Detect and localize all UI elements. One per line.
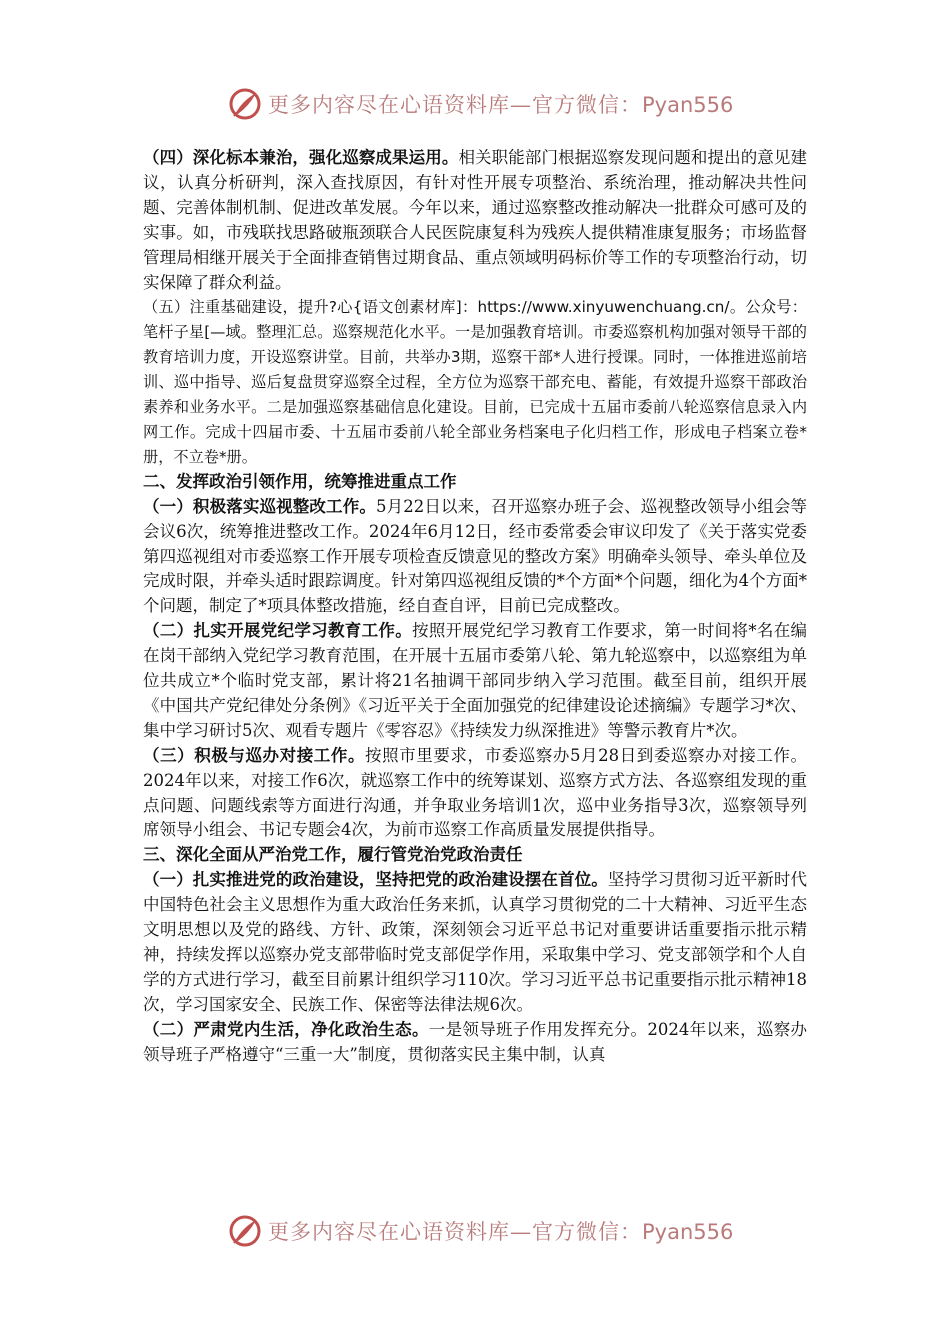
footer-watermark-banner (228, 1211, 734, 1251)
section-3-paragraph-1-title: （一）扎实推进党的政治建设，坚持把党的政治建设摆在首位。 (143, 870, 608, 890)
quill-logo-icon (228, 87, 262, 121)
section-2-paragraph-1-body: 5月22日以来，召开巡察办班子会、巡视整改领导小组会等会议6次，统筹推进整改工作。2024年6月12日，经市委常委会审议印发了《关于落实党委第四巡视组对市委巡察工作开展专项检查反馈意见的整改方案》明确牵头领导、牵头单位及完成时限，并牵头适时跟踪调度。针对第四巡视组反馈的*个方面*个问题，细化为4个方面*个问题，制定了*项具体整改措施，经自查自评，目前已完成整改。 (143, 496, 808, 616)
banner-text (268, 1216, 733, 1246)
header-watermark-banner (228, 84, 734, 124)
paragraph-4-body: 相关职能部门根据巡察发现问题和提出的意见建议，认真分析研判，深入查找原因，有针对性开展专项整治、系统治理，推动解决共性问题、完善体制机制、促进改革发展。今年以来，通过巡察整改推动解决一批群众可感可及的实事。如，市残联找思路破瓶颈联合人民医院康复科为残疾人提供精准康复服务；市场监督管理局相继开展关于全面排查销售过期食品、重点领域明码标价等工作的专项整治行动，切实保障了群众利益。 (143, 148, 808, 292)
section-3-paragraph-1 (143, 868, 807, 1017)
section-3-paragraph-2 (143, 1018, 807, 1068)
banner-wechat-id: Pyan556 (642, 93, 734, 117)
banner-text (268, 89, 733, 119)
section-3-paragraph-2-body: 一是领导班子作用发挥充分。2024年以来，巡察办领导班子严格遵守“三重一大”制度，贯彻落实民主集中制，认真 (143, 1019, 808, 1064)
banner-text-cn: 更多内容尽在心语资料库—官方微信： (268, 93, 642, 117)
paragraph-4 (143, 146, 807, 295)
section-2-paragraph-2 (143, 619, 807, 744)
section-3-paragraph-2-title: （二）严肃党内生活，净化政治生态。 (143, 1019, 429, 1039)
section-2-paragraph-3-body: 按照市里要求，市委巡察办5月28日到委巡察办对接工作。2024年以来，对接工作6次，就巡察工作中的统筹谋划、巡察方式方法、各巡察组发现的重点问题、问题线索等方面进行沟通，并争取业务培训1次，巡中业务指导3次，巡察领导列席领导小组会、书记专题会4次，为前市巡察工作高质量发展提供指导。 (143, 745, 807, 840)
section-2-paragraph-3 (143, 744, 807, 844)
banner-text-cn: 更多内容尽在心语资料库—官方微信： (268, 1220, 642, 1244)
section-3-paragraph-1-body: 坚持学习贯彻习近平新时代中国特色社会主义思想作为重大政治任务来抓，认真学习贯彻党的二十大精神、习近平生态文明思想以及党的路线、方针、政策，深刻领会习近平总书记对重要讲话重要指示批示精神，持续发挥以巡察办党支部带临时党支部促学作用，采取集中学习、党支部领学和个人自学的方式进行学习，截至目前累计组织学习110次。学习习近平总书记重要指示批示精神18次，学习国家安全、民族工作、保密等法律法规6次。 (143, 870, 808, 1014)
section-2-paragraph-2-title: （二）扎实开展党纪学习教育工作。 (143, 621, 413, 641)
paragraph-5: （五）注重基础建设，提升?心{语文创素材库]：https://www.xinyuwenchuang.cn/。公众号：笔杆子星[—域。整理汇总。巡察规范化水平。一是加强教育培训。市委巡察机构加强对领导干部的教育培训力度，开设巡察讲堂。目前，共举办3期，巡察干部*人进行授课。同时，一体推进巡前培训、巡中指导、巡后复盘贯穿巡察全过程，全方位为巡察干部充电、蓄能，有效提升巡察干部政治素养和业务水平。二是加强巡察基础信息化建设。目前，已完成十五届市委前八轮巡察信息录入内网工作。完成十四届市委、十五届市委前八轮全部业务档案电子化归档工作，形成电子档案立卷*册，不立卷*册。 (143, 298, 807, 466)
section-3-heading: 三、深化全面从严治党工作，履行管党治党政治责任 (143, 845, 523, 865)
banner-wechat-id: Pyan556 (642, 1220, 734, 1244)
section-2-paragraph-3-title: （三）积极与巡办对接工作。 (143, 745, 366, 765)
paragraph-4-title: （四）深化标本兼治，强化巡察成果运用。 (143, 148, 459, 167)
quill-logo-icon (228, 1214, 262, 1248)
section-2-paragraph-1-title: （一）积极落实巡视整改工作。 (143, 496, 376, 516)
section-2-paragraph-2-body: 按照开展党纪学习教育工作要求，第一时间将*名在编在岗干部纳入党纪学习教育范围，在开展十五届市委第八轮、第九轮巡察中，以巡察组为单位共成立*个临时党支部，累计将21名抽调干部同步纳入学习范围。截至目前，组织开展《中国共产党纪律处分条例》《习近平关于全面加强党的纪律建设论述摘编》专题学习*次、集中学习研讨5次、观看专题片《零容忍》《持续发力纵深推进》等警示教育片*次。 (143, 621, 808, 740)
section-2-paragraph-1 (143, 495, 807, 620)
document-body (143, 146, 807, 1068)
section-2-heading: 二、发挥政治引领作用，统筹推进重点工作 (143, 471, 457, 491)
